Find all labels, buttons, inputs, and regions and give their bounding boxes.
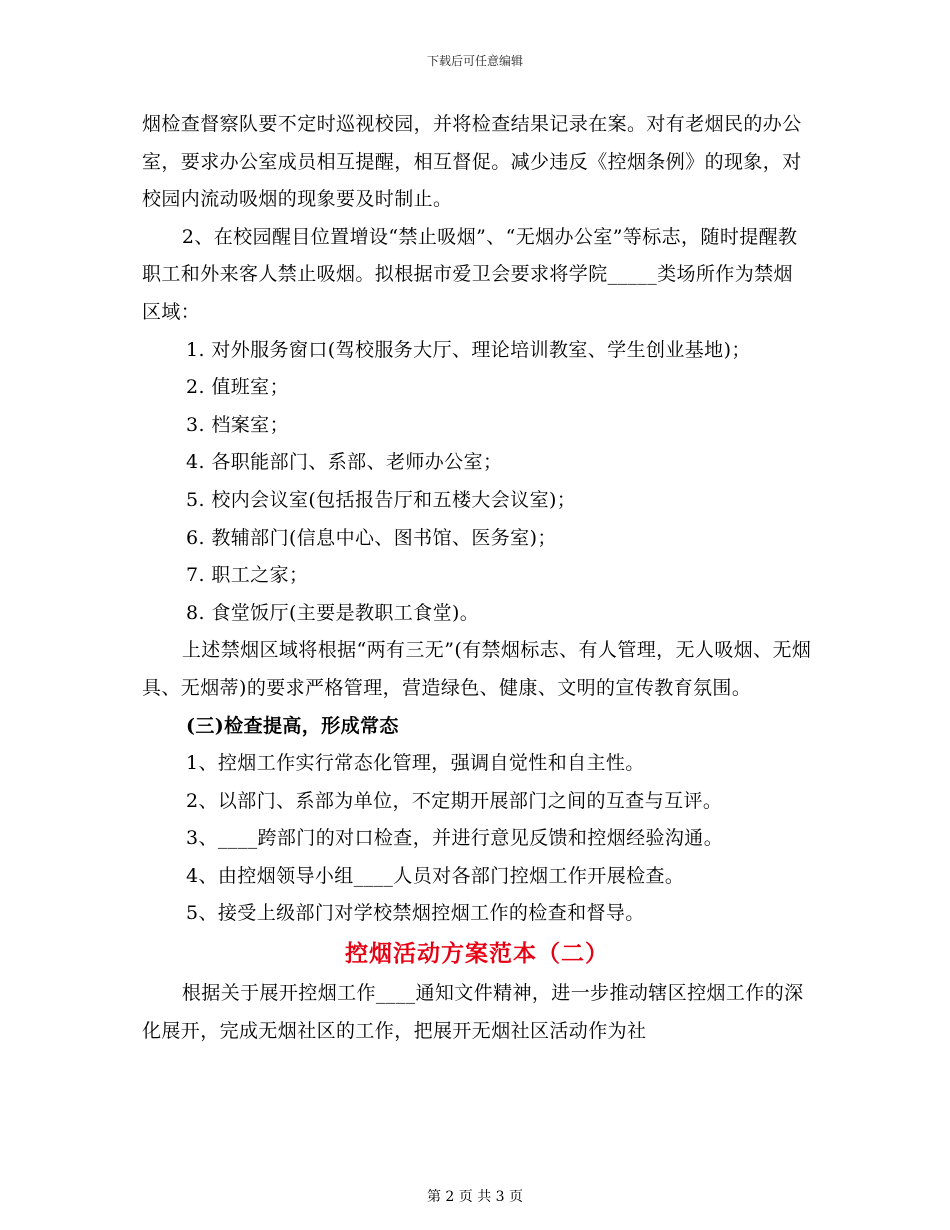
paragraph-3: 上述禁烟区域将根据“两有三无”(有禁烟标志、有人管理，无人吸烟、无烟具、无烟蒂)的要求严格管理，营造绿色、健康、文明的宣传教育氛围。 <box>142 639 812 699</box>
list-item: 2. 值班室； <box>186 376 289 399</box>
list-item: 5. 校内会议室(包括报告厅和五楼大会议室)； <box>186 488 577 511</box>
list-item: 4. 各职能部门、系部、老师办公室； <box>186 451 503 474</box>
document-body <box>142 106 812 1050</box>
list-item: 3. 档案室； <box>186 413 289 436</box>
step-item: 2、以部门、系部为单位，不定期开展部门之间的互查与互评。 <box>186 789 723 812</box>
list-item: 7. 职工之家； <box>186 564 309 587</box>
step-item: 3、____跨部门的对口检查，并进行意见反馈和控烟经验沟通。 <box>186 827 724 850</box>
page-footer: 第 2 页 共 3 页 <box>426 1189 524 1205</box>
page-header: 下载后可任意编辑 <box>426 54 523 68</box>
paragraph-1: 烟检查督察队要不定时巡视校园，并将检查结果记录在案。对有老烟民的办公室，要求办公室成员相互提醒，相互督促。减少违反《控烟条例》的现象，对校园内流动吸烟的现象要及时制止。 <box>142 113 802 211</box>
section-heading: (三)检查提高，形成常态 <box>186 714 399 737</box>
list-item: 1. 对外服务窗口(驾校服务大厅、理论培训教室、学生创业基地)； <box>186 338 751 361</box>
document-title: 控烟活动方案范本（二） <box>345 940 609 968</box>
paragraph-2: 2、在校园醒目位置增设“禁止吸烟”、“无烟办公室”等标志，随时提醒教职工和外来客人禁止吸烟。拟根据市爱卫会要求将学院_____类场所作为禁烟区域： <box>142 225 798 323</box>
step-item: 1、控烟工作实行常态化管理，强调自觉性和自主性。 <box>186 752 645 775</box>
step-item: 5、接受上级部门对学校禁烟控烟工作的检查和督导。 <box>186 902 645 925</box>
list-item: 8. 食堂饭厅(主要是教职工食堂)。 <box>186 601 480 624</box>
paragraph-4: 根据关于展开控烟工作____通知文件精神，进一步推动辖区控烟工作的深化展开，完成无烟社区的工作，把展开无烟社区活动作为社 <box>142 982 804 1042</box>
list-item: 6. 教辅部门(信息中心、图书馆、医务室)； <box>186 526 557 549</box>
step-item: 4、由控烟领导小组____人员对各部门控烟工作开展检查。 <box>186 864 685 887</box>
